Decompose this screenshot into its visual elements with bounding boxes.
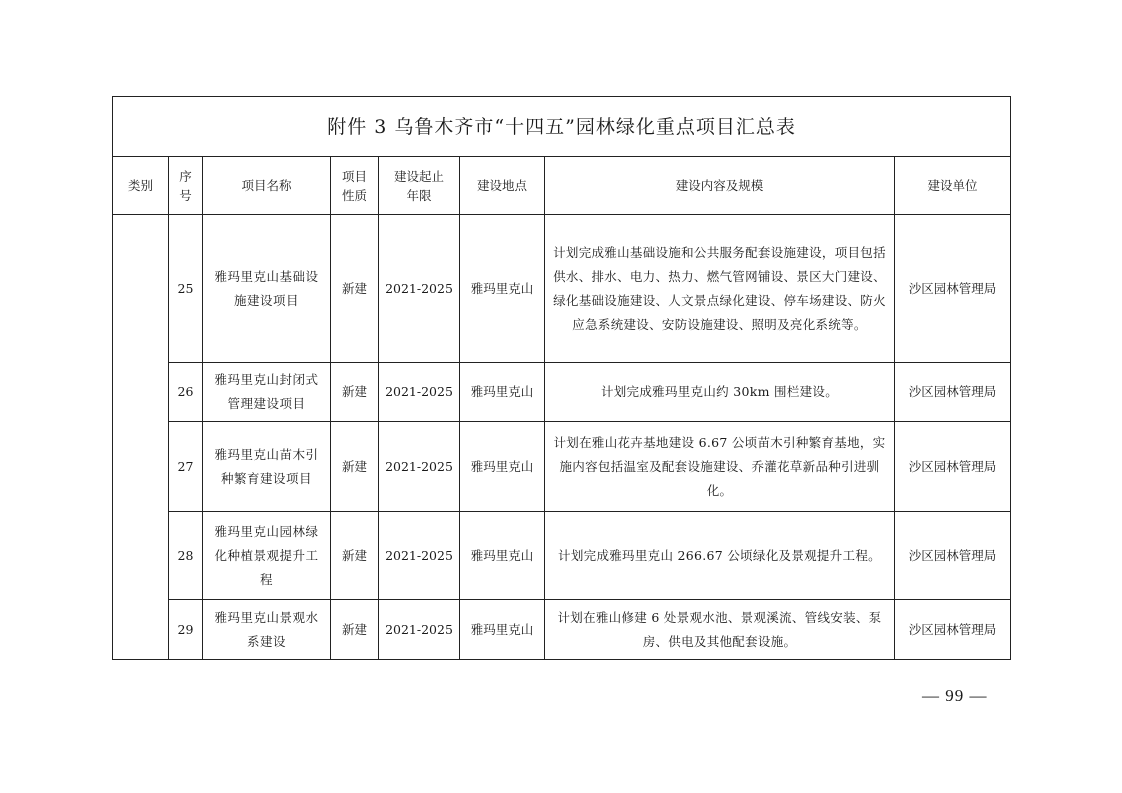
row-nature: 新建: [331, 600, 379, 660]
header-period: 建设起止 年限: [379, 157, 460, 215]
row-location: 雅玛里克山: [460, 512, 545, 600]
row-content: 计划在雅山花卉基地建设 6.67 公顷苗木引种繁育基地，实施内容包括温室及配套设施建设、乔灌花草新品种引进驯化。: [545, 422, 895, 512]
header-location: 建设地点: [460, 157, 545, 215]
row-period: 2021-2025: [379, 600, 460, 660]
row-nature: 新建: [331, 215, 379, 363]
header-row: [113, 157, 1011, 215]
header-name: 项目名称: [203, 157, 331, 215]
row-period: 2021-2025: [379, 363, 460, 422]
row-seq: 26: [169, 363, 203, 422]
table-row: [113, 512, 1011, 600]
header-category: 类别: [113, 157, 169, 215]
row-content: 计划完成雅玛里克山约 30km 围栏建设。: [545, 363, 895, 422]
page-number: — 99 —: [922, 686, 988, 705]
header-seq: 序 号: [169, 157, 203, 215]
row-content: 计划在雅山修建 6 处景观水池、景观溪流、管线安装、泵房、供电及其他配套设施。: [545, 600, 895, 660]
row-name: 雅玛里克山封闭式 管理建设项目: [203, 363, 331, 422]
row-location: 雅玛里克山: [460, 422, 545, 512]
row-seq: 25: [169, 215, 203, 363]
row-seq: 29: [169, 600, 203, 660]
row-location: 雅玛里克山: [460, 363, 545, 422]
header-nature: 项目 性质: [331, 157, 379, 215]
project-summary-table: [112, 96, 1011, 660]
row-unit: 沙区园林管理局: [895, 422, 1011, 512]
row-name: 雅玛里克山园林绿 化种植景观提升工 程: [203, 512, 331, 600]
row-nature: 新建: [331, 512, 379, 600]
row-period: 2021-2025: [379, 215, 460, 363]
row-location: 雅玛里克山: [460, 215, 545, 363]
row-location: 雅玛里克山: [460, 600, 545, 660]
table-row: [113, 422, 1011, 512]
row-name: 雅玛里克山苗木引 种繁育建设项目: [203, 422, 331, 512]
row-name: 雅玛里克山基础设 施建设项目: [203, 215, 331, 363]
row-unit: 沙区园林管理局: [895, 363, 1011, 422]
row-nature: 新建: [331, 363, 379, 422]
row-unit: 沙区园林管理局: [895, 215, 1011, 363]
header-content: 建设内容及规模: [545, 157, 895, 215]
row-unit: 沙区园林管理局: [895, 600, 1011, 660]
row-unit: 沙区园林管理局: [895, 512, 1011, 600]
row-content: 计划完成雅山基础设施和公共服务配套设施建设，项目包括供水、排水、电力、热力、燃气管网铺设、景区大门建设、绿化基础设施建设、人文景点绿化建设、停车场建设、防火应急系统建设、安防设施建设、照明及亮化系统等。: [545, 215, 895, 363]
header-unit: 建设单位: [895, 157, 1011, 215]
category-cell: [113, 215, 169, 660]
row-period: 2021-2025: [379, 512, 460, 600]
row-name: 雅玛里克山景观水 系建设: [203, 600, 331, 660]
row-content: 计划完成雅玛里克山 266.67 公顷绿化及景观提升工程。: [545, 512, 895, 600]
table-row: [113, 215, 1011, 363]
row-seq: 28: [169, 512, 203, 600]
row-nature: 新建: [331, 422, 379, 512]
row-period: 2021-2025: [379, 422, 460, 512]
table-title: 附件 3 乌鲁木齐市“十四五”园林绿化重点项目汇总表: [113, 97, 1011, 157]
row-seq: 27: [169, 422, 203, 512]
table-row: [113, 600, 1011, 660]
table-row: [113, 363, 1011, 422]
